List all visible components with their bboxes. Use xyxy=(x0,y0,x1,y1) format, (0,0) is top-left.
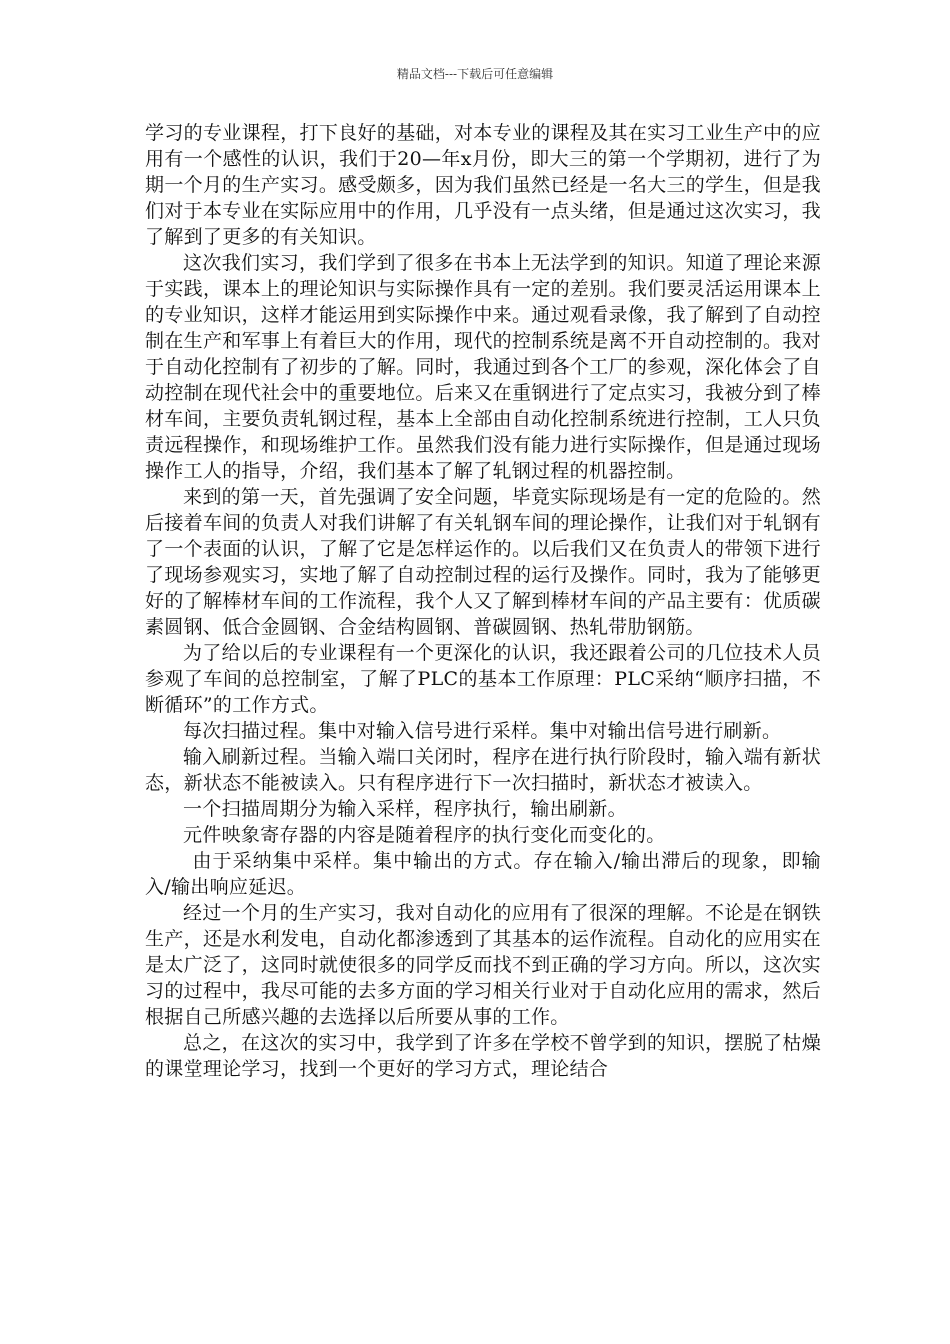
paragraph-5: 每次扫描过程。集中对输入信号进行采样。集中对输出信号进行刷新。 xyxy=(183,720,782,742)
paragraph-3: 来到的第一天，首先强调了安全问题，毕竟实际现场是有一定的危险的。然后接着车间的负责人对我们讲解了有关轧钢车间的理论操作，让我们对于轧钢有了一个表面的认识，了解了它是怎样运作的。以后我们又在负责人的带领下进行了现场参观实习，实地了解了自动控制过程的运行及操作。同时，我为了能够更好的了解棒材车间的工作流程，我个人又了解到棒材车间的产品主要有：优质碳素圆钢、低合金圆钢、合金结构圆钢、普碳圆钢、热轧带肋钢筋。 xyxy=(145,486,821,638)
paragraph-7: 一个扫描周期分为输入采样，程序执行，输出刷新。 xyxy=(183,798,627,820)
paragraph-9: 由于采纳集中采样。集中输出的方式。存在输入/输出滞后的现象，即输入/输出响应延迟。 xyxy=(145,850,821,898)
paragraph-11: 总之，在这次的实习中，我学到了许多在学校不曾学到的知识，摆脱了枯燥的课堂理论学习，找到一个更好的学习方式，理论结合 xyxy=(145,1032,821,1080)
paragraph-4: 为了给以后的专业课程有一个更深化的认识，我还跟着公司的几位技术人员参观了车间的总控制室，了解了PLC的基本工作原理：PLC采纳“顺序扫描，不断循环”的工作方式。 xyxy=(145,642,821,716)
document-body xyxy=(145,120,821,1082)
paragraph-8: 元件映象寄存器的内容是随着程序的执行变化而变化的。 xyxy=(183,824,666,846)
paragraph-10: 经过一个月的生产实习，我对自动化的应用有了很深的理解。不论是在钢铁生产，还是水利发电，自动化都渗透到了其基本的运作流程。自动化的应用实在是太广泛了，这同时就使很多的同学反而找不到正确的学习方向。所以，这次实习的过程中，我尽可能的去多方面的学习相关行业对于自动化应用的需求，然后根据自己所感兴趣的去选择以后所要从事的工作。 xyxy=(145,902,821,1028)
page-header: 精品文档---下载后可任意编辑 xyxy=(396,67,554,81)
paragraph-2: 这次我们实习，我们学到了很多在书本上无法学到的知识。知道了理论来源于实践，课本上的理论知识与实际操作具有一定的差别。我们要灵活运用课本上的专业知识，这样才能运用到实际操作中来。通过观看录像，我了解到了自动控制在生产和军事上有着巨大的作用，现代的控制系统是离不开自动控制的。我对于自动化控制有了初步的了解。同时，我通过到各个工厂的参观，深化体会了自动控制在现代社会中的重要地位。后来又在重钢进行了定点实习，我被分到了棒材车间，主要负责轧钢过程，基本上全部由自动化控制系统进行控制，工人只负责远程操作，和现场维护工作。虽然我们没有能力进行实际操作，但是通过现场操作工人的指导，介绍，我们基本了解了轧钢过程的机器控制。 xyxy=(145,252,821,482)
paragraph-6: 输入刷新过程。当输入端口关闭时，程序在进行执行阶段时，输入端有新状态，新状态不能被读入。只有程序进行下一次扫描时，新状态才被读入。 xyxy=(145,746,821,794)
paragraph-1: 学习的专业课程，打下良好的基础，对本专业的课程及其在实习工业生产中的应用有一个感性的认识，我们于20—年x月份，即大三的第一个学期初，进行了为期一个月的生产实习。感受颇多，因为我们虽然已经是一名大三的学生，但是我们对于本专业在实际应用中的作用，几乎没有一点头绪，但是通过这次实习，我了解到了更多的有关知识。 xyxy=(145,122,821,248)
